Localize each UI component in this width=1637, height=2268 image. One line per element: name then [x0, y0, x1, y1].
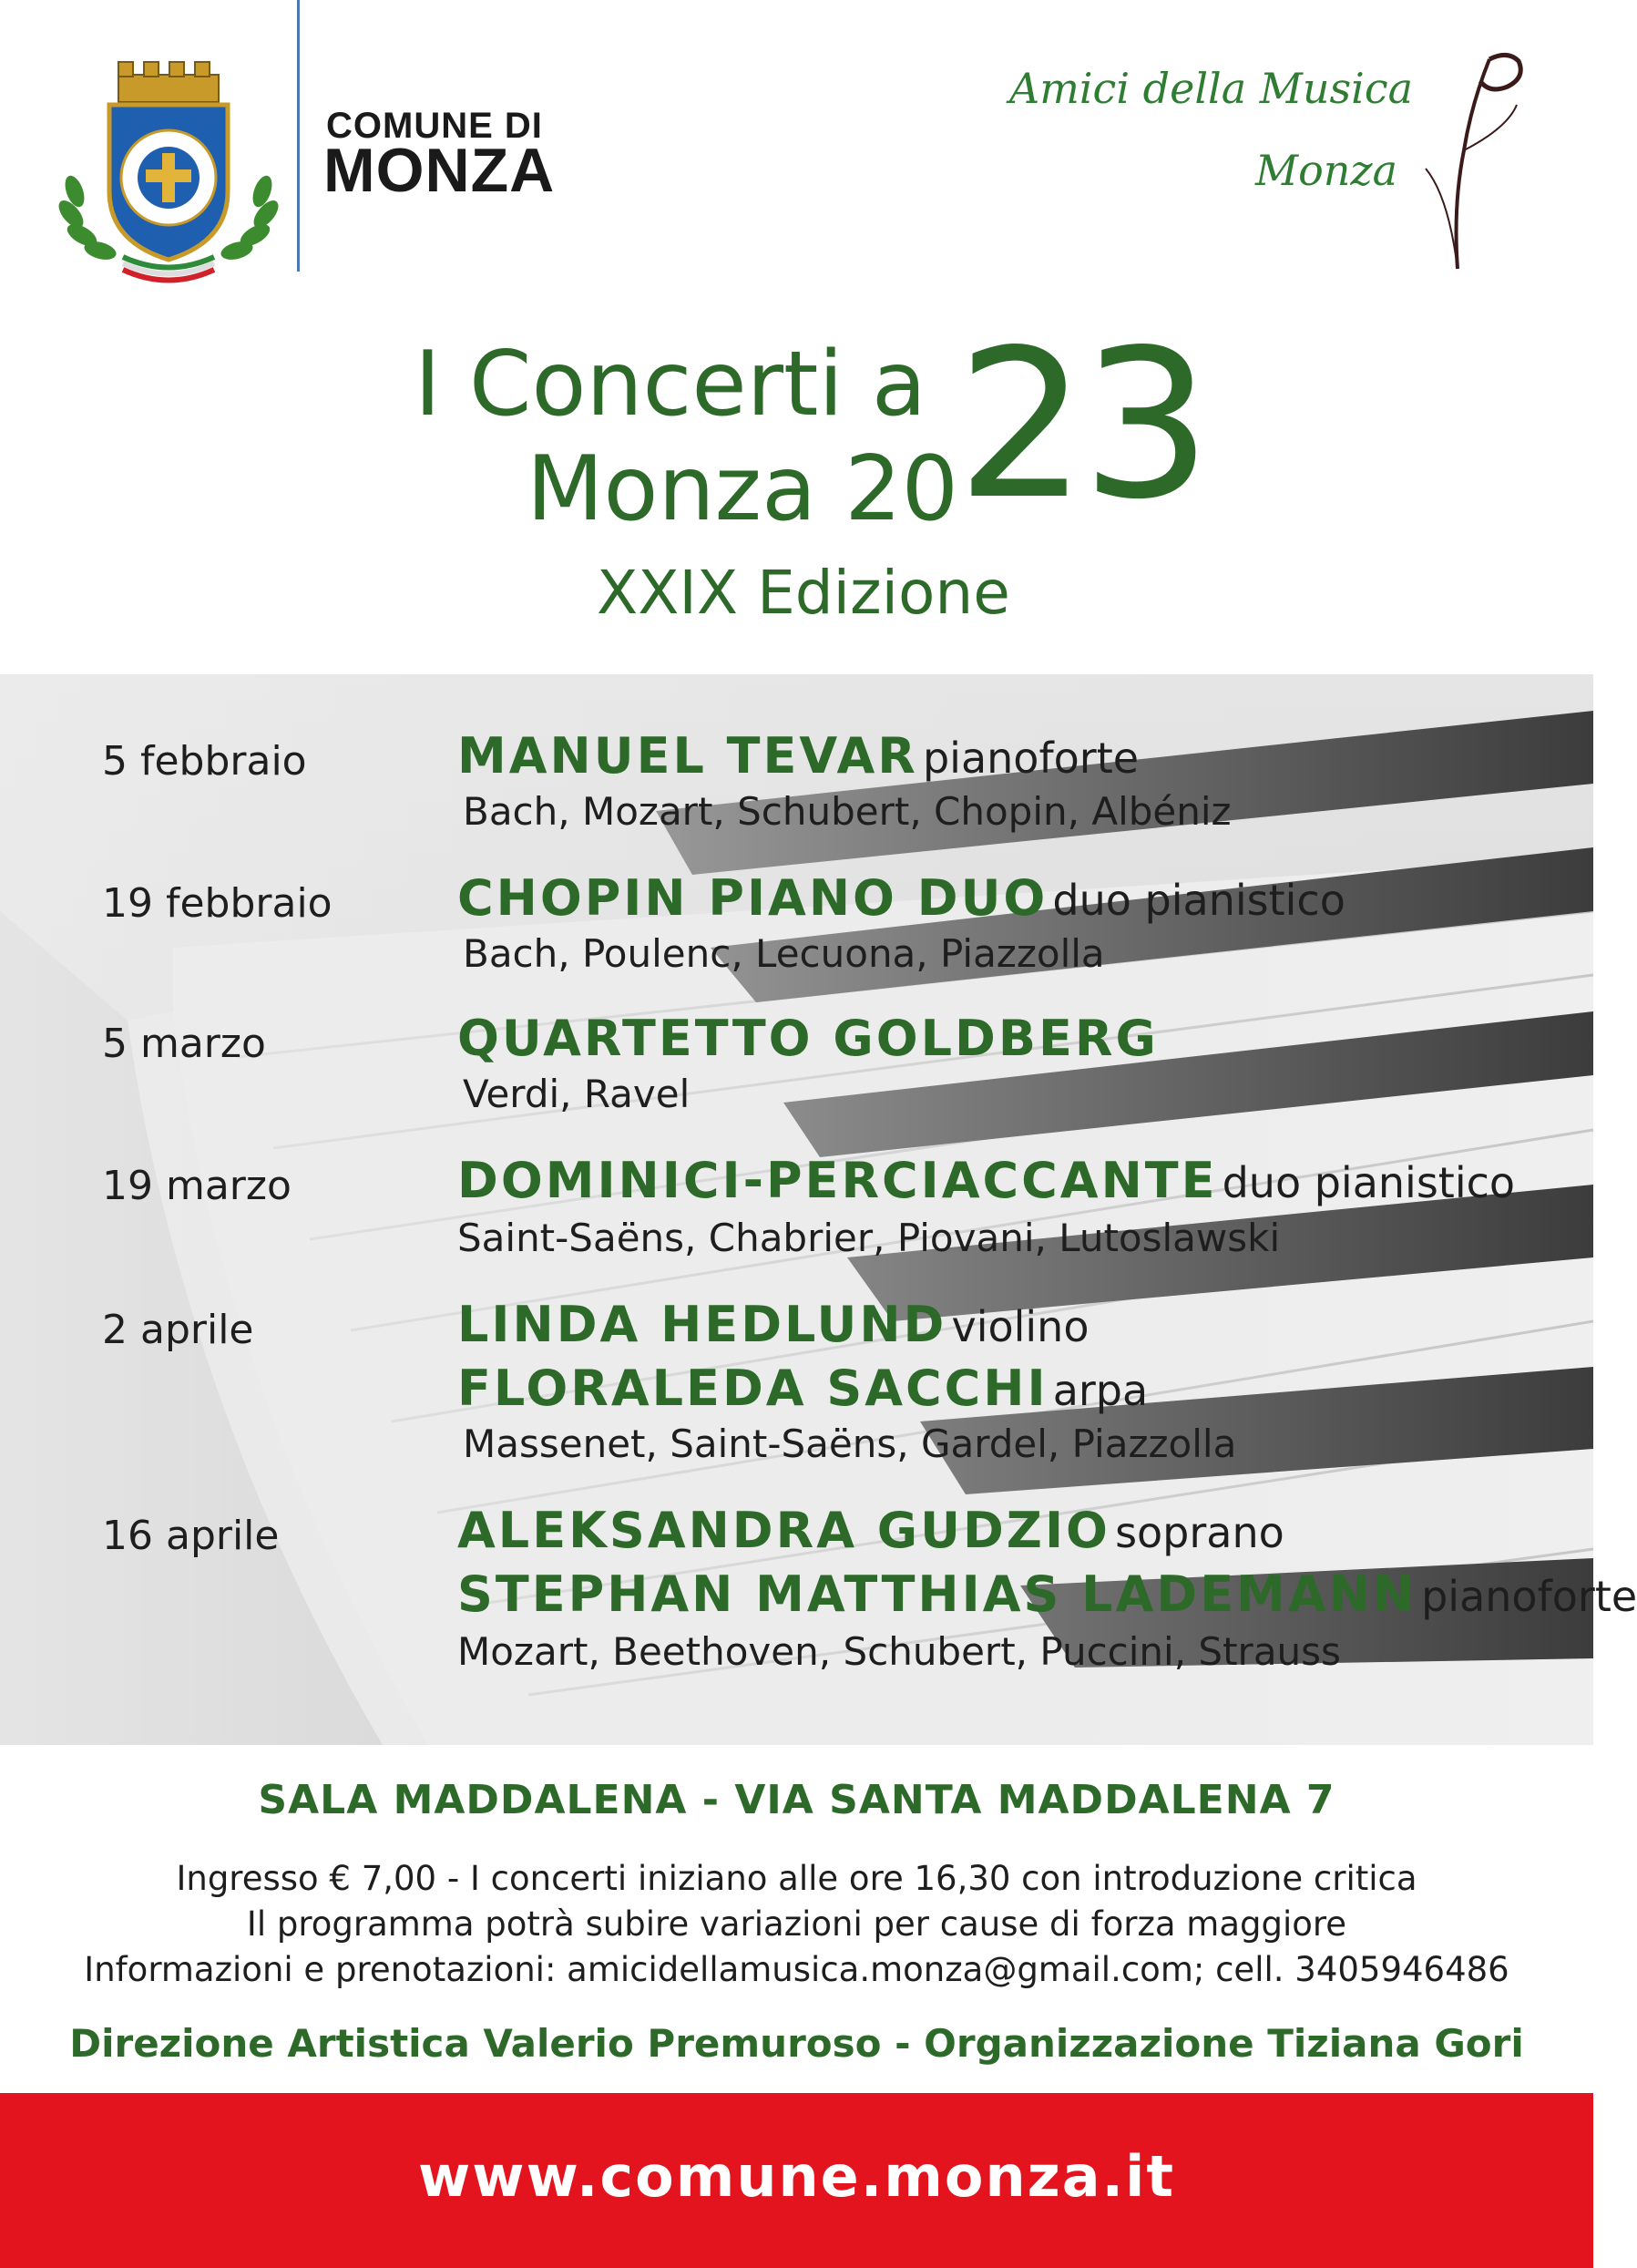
concert-date: 19 febbraio [102, 880, 333, 927]
monza-label: MONZA [323, 136, 556, 205]
performer-role: arpa [1052, 1366, 1149, 1415]
performer-line [457, 727, 1139, 785]
performer-role: soprano [1115, 1508, 1284, 1557]
performer-line [457, 1565, 1637, 1623]
performer-line [457, 1152, 1515, 1209]
concert-program: Saint-Saëns, Chabrier, Piovani, Lutoslawski [457, 1216, 1281, 1260]
performer-line [457, 869, 1345, 927]
header-divider [297, 0, 300, 272]
concert-date: 5 febbraio [102, 738, 307, 785]
concert-program: Mozart, Beethoven, Schubert, Puccini, Strauss [457, 1629, 1341, 1674]
concert-date: 19 marzo [102, 1163, 292, 1209]
monza-crest-logo [55, 55, 282, 282]
performer-line [457, 1010, 1159, 1067]
edition-label: XXIX Edizione [597, 558, 1010, 628]
concert-program: Massenet, Saint-Saëns, Gardel, Piazzolla [463, 1421, 1237, 1466]
info-line-contacts: Informazioni e prenotazioni: amicidellamusica.monza@gmail.com; cell. 3405946486 [84, 1950, 1509, 1989]
concert-date: 5 marzo [102, 1021, 266, 1067]
amici-della-musica-title: Amici della Musica [1009, 64, 1414, 113]
performer-line [457, 1360, 1148, 1417]
concert-program: Bach, Mozart, Schubert, Chopin, Albéniz [463, 789, 1232, 834]
performer-name: LINDA HEDLUND [457, 1296, 947, 1353]
program-band [0, 674, 1637, 1745]
performer-name: DOMINICI-PERCIACCANTE [457, 1152, 1218, 1209]
artistic-direction: Direzione Artistica Valerio Premuroso - Organizzazione Tiziana Gori [69, 2021, 1524, 2066]
concert-program: Verdi, Ravel [463, 1072, 691, 1116]
comune-di-label: COMUNE DI [326, 106, 543, 146]
performer-line [457, 1502, 1284, 1559]
performer-role: pianoforte [1421, 1572, 1637, 1621]
performer-name: STEPHAN MATTHIAS LADEMANN [457, 1565, 1417, 1623]
performer-name: ALEKSANDRA GUDZIO [457, 1502, 1110, 1559]
title-line-2: Monza 20 [527, 437, 958, 541]
performer-role: pianoforte [922, 734, 1140, 783]
performer-role: duo pianistico [1052, 876, 1345, 925]
title-line-1: I Concerti a [414, 333, 926, 436]
performer-name: FLORALEDA SACCHI [457, 1360, 1049, 1417]
info-line-program-changes: Il programma potrà subire variazioni per cause di forza maggiore [246, 1904, 1347, 1944]
info-line-tickets: Ingresso € 7,00 - I concerti iniziano alle ore 16,30 con introduzione critica [176, 1859, 1417, 1898]
performer-role: duo pianistico [1222, 1158, 1516, 1207]
concert-date: 2 aprile [102, 1307, 254, 1353]
website-link[interactable]: www.comune.monza.it [418, 2143, 1175, 2210]
concert-program: Bach, Poulenc, Lecuona, Piazzolla [463, 931, 1105, 976]
performer-role: violino [951, 1302, 1090, 1351]
venue-address: SALA MADDALENA - VIA SANTA MADDALENA 7 [258, 1777, 1335, 1823]
performer-name: QUARTETTO GOLDBERG [457, 1010, 1159, 1067]
performer-name: CHOPIN PIANO DUO [457, 869, 1049, 927]
performer-name: MANUEL TEVAR [457, 727, 918, 785]
concert-date: 16 aprile [102, 1513, 280, 1559]
amici-monza-subtitle: Monza [1255, 146, 1398, 195]
performer-line [457, 1296, 1089, 1353]
title-year-big: 23 [957, 306, 1207, 545]
